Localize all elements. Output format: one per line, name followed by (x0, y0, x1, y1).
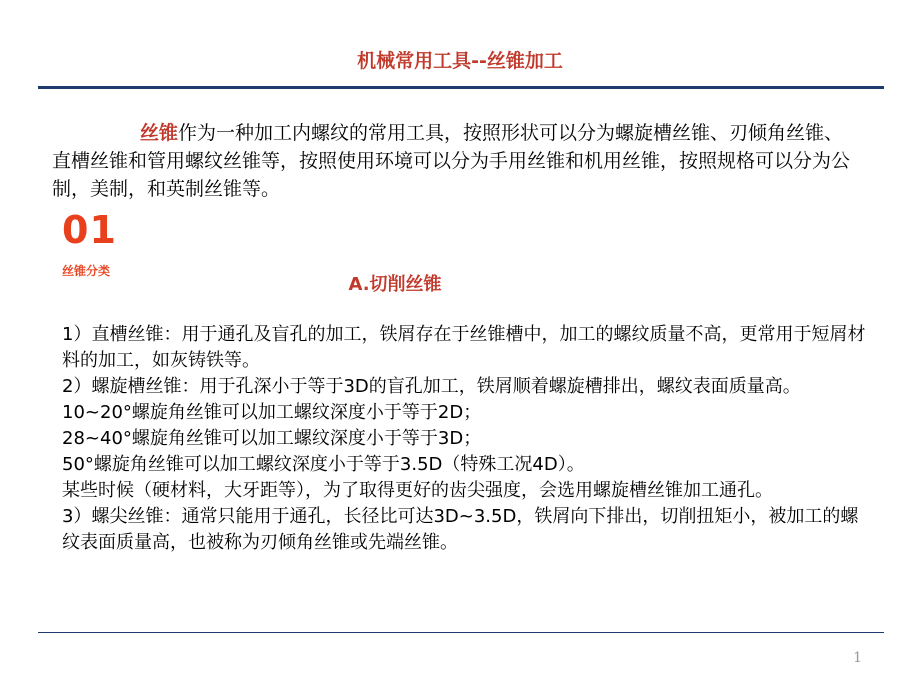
paragraph: 2）螺旋槽丝锥：用于孔深小于等于3D的盲孔加工，铁屑顺着螺旋槽排出，螺纹表面质量高。 (62, 376, 801, 397)
section-label: 丝锥分类 (62, 264, 111, 278)
paragraph: 10~20°螺旋角丝锥可以加工螺纹深度小于等于2D； (62, 402, 482, 423)
paragraph: 28~40°螺旋角丝锥可以加工螺纹深度小于等于3D； (62, 428, 482, 449)
intro-text: 作为一种加工内螺纹的常用工具，按照形状可以分为螺旋槽丝锥、刃倾角丝锥、直槽丝锥和管用螺纹丝锥等，按照使用环境可以分为手用丝锥和机用丝锥，按照规格可以分为公制，美制，和英制丝锥等。 (52, 122, 851, 200)
section-number: 01 (62, 208, 117, 252)
paragraph: 50°螺旋角丝锥可以加工螺纹深度小于等于3.5D（特殊工况4D）。 (62, 454, 585, 475)
paragraph: 1）直槽丝锥：用于通孔及盲孔的加工，铁屑存在于丝锥槽中，加工的螺纹质量不高，更常用于短屑材料的加工，如灰铸铁等。 (62, 324, 866, 371)
page-title: 机械常用工具--丝锥加工 (357, 50, 563, 72)
body-text (62, 322, 872, 556)
intro-highlight: 丝锥 (140, 122, 179, 144)
footer-divider (38, 632, 884, 633)
paragraph: 3）螺尖丝锥：通常只能用于通孔，长径比可达3D~3.5D，铁屑向下排出，切削扭矩小，被加工的螺纹表面质量高，也被称为刃倾角丝锥或先端丝锥。 (62, 506, 859, 553)
page-number: 1 (853, 650, 862, 666)
intro-paragraph (52, 119, 862, 203)
subheading: A.切削丝锥 (348, 274, 442, 295)
title-divider (38, 86, 884, 89)
paragraph: 某些时候（硬材料，大牙距等），为了取得更好的齿尖强度，会选用螺旋槽丝锥加工通孔。 (62, 480, 773, 501)
